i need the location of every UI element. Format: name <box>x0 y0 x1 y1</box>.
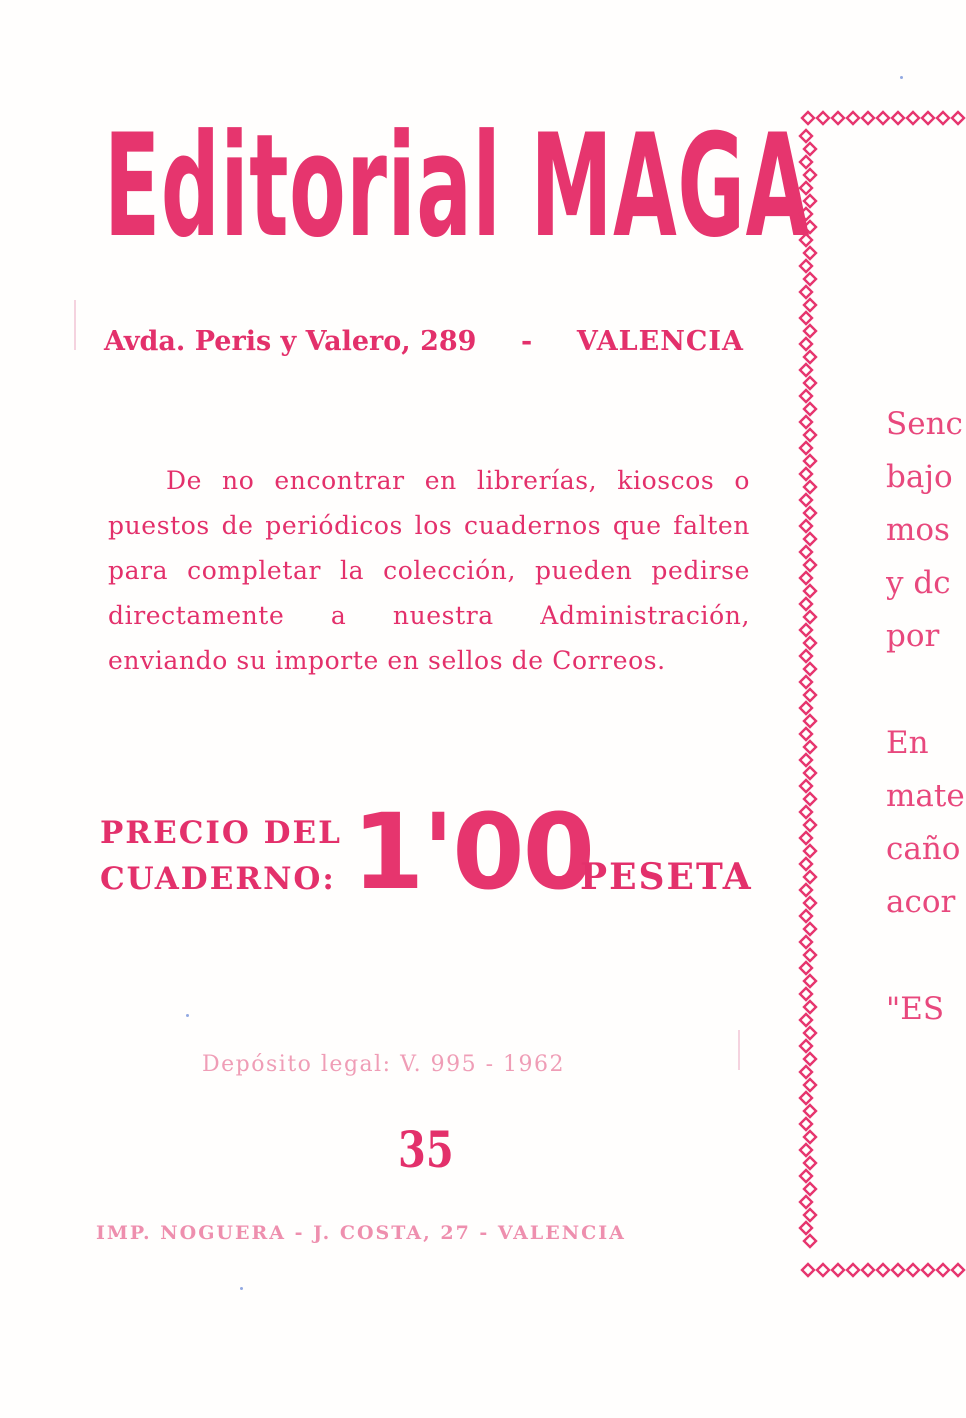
legal-deposit: Depósito legal: V. 995 - 1962 <box>202 1052 566 1077</box>
address-city: VALENCIA <box>576 326 744 357</box>
adjacent-line: mate <box>886 778 965 814</box>
adjacent-page-text <box>886 398 966 1036</box>
ordering-notice: De no encontrar en librerías, kioscos o puestos de periódicos los cuadernos que falten para completar la colección, pueden pedirse directamente a nuestra Administración, enviando su importe en sellos de Correos. <box>108 466 750 675</box>
paper-speck <box>240 1287 243 1290</box>
border-chain-top <box>802 112 964 124</box>
border-chain-bottom <box>802 1264 964 1276</box>
address-street: Avda. Peris y Valero, 289 <box>104 326 477 357</box>
price-value: 1'00 <box>352 791 593 913</box>
price-unit: PESETA <box>580 856 753 898</box>
adjacent-line: por <box>886 618 940 654</box>
border-chain-left <box>800 130 816 1247</box>
adjacent-line: Senc <box>886 406 963 442</box>
publisher-address <box>104 326 744 357</box>
paper-mark <box>738 1030 740 1070</box>
paper-mark <box>74 300 76 350</box>
page-number: 35 <box>398 1120 454 1179</box>
address-separator: - <box>521 326 533 357</box>
adjacent-line: En <box>886 725 929 761</box>
paper-speck <box>186 1014 189 1017</box>
adjacent-line: "ES <box>886 991 945 1027</box>
adjacent-line: caño <box>886 831 961 867</box>
printer-imprint: IMP. NOGUERA - J. COSTA, 27 - VALENCIA <box>96 1222 626 1244</box>
paper-speck <box>900 76 903 79</box>
adjacent-line: y dc <box>886 565 951 601</box>
adjacent-line: mos <box>886 512 950 548</box>
adjacent-line: acor <box>886 884 956 920</box>
adjacent-line: bajo <box>886 459 953 495</box>
publisher-title: Editorial MAGA <box>104 104 810 269</box>
price-label: PRECIO DEL CUADERNO: <box>100 815 342 897</box>
